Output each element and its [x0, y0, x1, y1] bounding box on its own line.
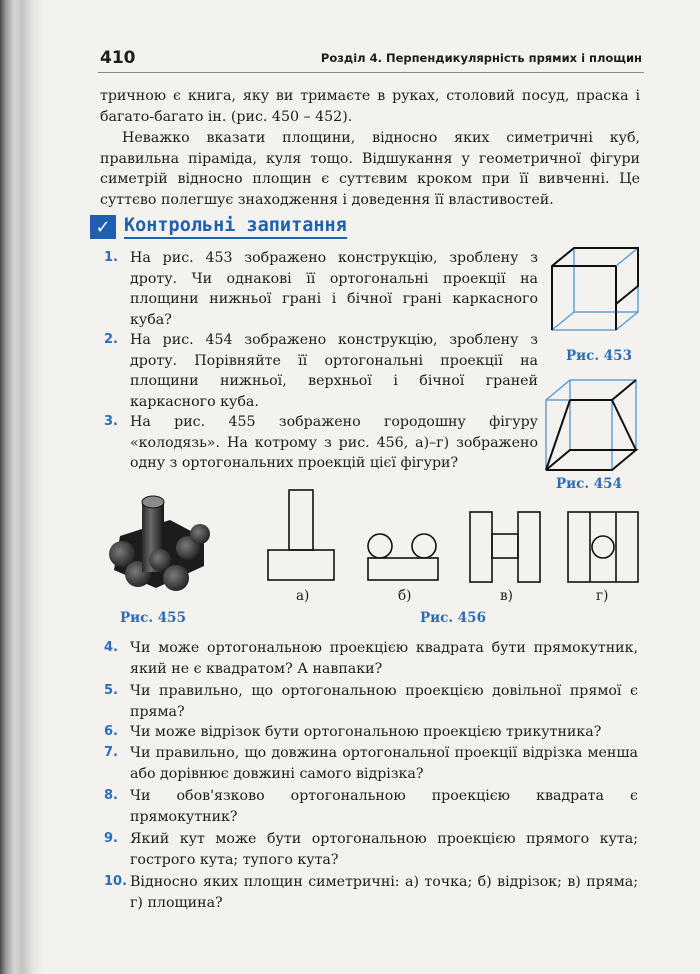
intro-paragraph-2: Неважко вказати площини, відносно яких симетричні куб, правильна піраміда, куля тощо. Відшукання у геометричної фігури симетрій відносно площин є суттєвим кроком при її вивченні. Це суттєво полегшує знаходження і доведення її властивостей. [100, 130, 640, 208]
question-text: Відносно яких площин симетричні: а) точка; б) відрізок; в) пряма; г) площина? [130, 874, 638, 911]
question-item [104, 722, 638, 743]
question-number: 5. [104, 683, 118, 698]
section-heading [90, 214, 347, 240]
figure-454-caption: Рис. 454 [556, 476, 622, 492]
figure-454-wire-cube [540, 376, 646, 476]
figure-456v-projection [468, 510, 544, 584]
figure-456b-projection [366, 530, 442, 586]
question-item [104, 743, 638, 784]
question-number: 2. [104, 332, 118, 347]
book-spine-shadow [0, 0, 44, 974]
question-number: 3. [104, 414, 118, 429]
question-item [104, 248, 538, 330]
figure-456a-projection [266, 488, 338, 584]
figure-456g-label: г) [596, 588, 609, 604]
question-number: 9. [104, 831, 118, 846]
question-number: 6. [104, 724, 118, 739]
question-number: 7. [104, 745, 118, 760]
running-head: Розділ 4. Перпендикулярність прямих і площин [320, 51, 642, 65]
question-text: Чи обов'язково ортогональною проекцією квадрата є прямокутник? [130, 788, 638, 825]
figure-456b-label: б) [398, 588, 412, 604]
question-item [104, 829, 638, 870]
figure-453-wire-cube [546, 244, 646, 344]
question-number: 1. [104, 250, 118, 265]
section-title: Контрольні запитання [124, 215, 347, 239]
question-item [104, 638, 638, 679]
checkmark-icon: ✓ [90, 215, 116, 239]
question-number: 8. [104, 788, 118, 803]
figure-455-gorodki-well [100, 490, 218, 600]
question-text: Чи правильно, що довжина ортогональної проекції відрізка менша або дорівнює довжині самого відрізка? [130, 745, 638, 782]
question-item [104, 412, 538, 474]
question-text: На рис. 453 зображено конструкцію, зроблену з дроту. Чи однакові її ортогональні проекції на площини нижньої грані і бічної грані каркасного куба? [130, 250, 538, 328]
question-item [104, 681, 638, 722]
intro-paragraph-1: тричною є книга, яку ви тримаєте в руках, столовий посуд, праска і багато-багато ін. (рис. 450 – 452). [100, 88, 640, 125]
question-number: 4. [104, 640, 118, 655]
question-text: Чи може відрізок бути ортогональною проекцією трикутника? [130, 724, 602, 740]
figure-453-caption: Рис. 453 [566, 348, 632, 364]
question-text: На рис. 454 зображено конструкцію, зроблену з дроту. Порівняйте її ортогональні проекції на площини нижньої, верхньої і бічної граней каркасного куба. [130, 332, 538, 410]
question-text: Який кут може бути ортогональною проекцією прямого кута; гострого кута; тупого кута? [130, 831, 638, 868]
question-item [104, 330, 538, 412]
question-text: На рис. 455 зображено городошну фігуру «колодязь». На котрому з рис. 456, а)–г) зображено одну з ортогональних проекцій цієї фігури? [130, 414, 538, 471]
question-item [104, 786, 638, 827]
header-rule [98, 72, 644, 73]
question-item [104, 872, 638, 913]
question-text: Чи правильно, що ортогональною проекцією довільної прямої є пряма? [130, 683, 638, 720]
figure-456-caption: Рис. 456 [420, 610, 486, 626]
question-number: 10. [104, 874, 128, 889]
figure-456v-label: в) [500, 588, 513, 604]
figure-455-caption: Рис. 455 [120, 610, 186, 626]
page-number: 410 [100, 48, 136, 68]
figure-456g-projection [566, 510, 642, 584]
question-text: Чи може ортогональною проекцією квадрата бути прямокутник, який не є квадратом? А навпаки? [130, 640, 638, 677]
figure-456a-label: а) [296, 588, 310, 604]
